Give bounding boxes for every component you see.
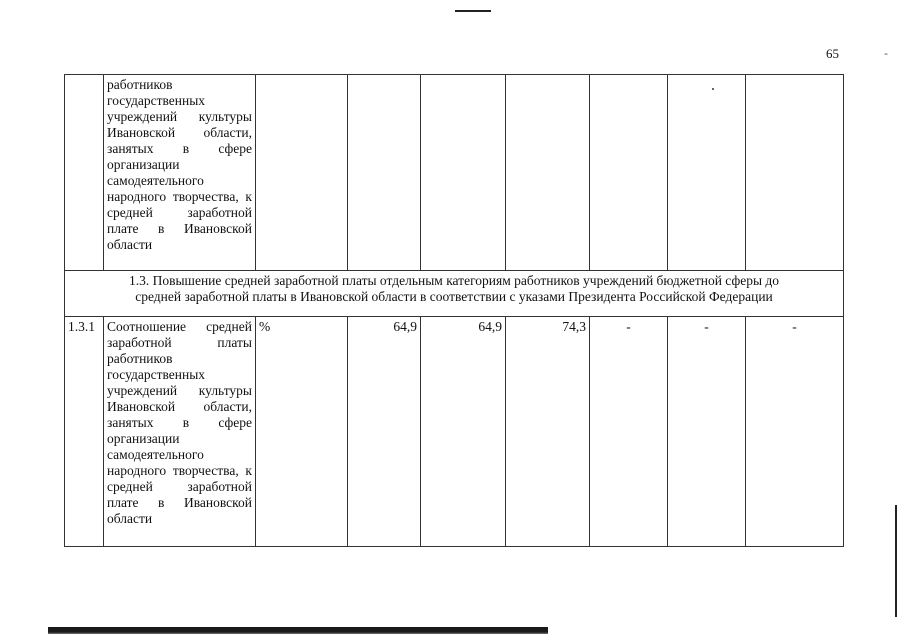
- section-heading-line-1: 1.3. Повышение средней заработной платы отдельным категориям работников учреждений бюджетной сферы до: [128, 273, 780, 288]
- cell-empty: [668, 75, 746, 271]
- cell-empty: [590, 75, 668, 271]
- cell-empty: [421, 75, 506, 271]
- cell-empty: [506, 75, 590, 271]
- cell-empty: [348, 75, 421, 271]
- cell-code-empty: [65, 75, 104, 271]
- scan-bottom-bar: [48, 627, 548, 634]
- page-number: 65: [826, 46, 839, 61]
- cell-unit: %: [256, 317, 348, 547]
- cell-code: 1.3.1: [65, 317, 104, 547]
- table-row-continued: [65, 75, 844, 271]
- table-row-section: [65, 271, 844, 317]
- edge-mark: -: [884, 46, 888, 60]
- cell-description: Соотношение средней заработной платы работников государственных учреждений культуры Ивановской области, занятых в сфере организации самодеятельного народного творчества, к средней заработной плате в Ивановской области: [104, 317, 256, 547]
- scan-edge-line: [895, 505, 897, 617]
- table-row: [65, 317, 844, 547]
- cell-value: -: [590, 317, 668, 547]
- section-heading-line-2: средней заработной платы в Ивановской области в соответствии с указами Президента Российской Федерации: [135, 289, 773, 304]
- cell-value: 64,9: [348, 317, 421, 547]
- cell-value: -: [668, 317, 746, 547]
- section-heading: [65, 271, 844, 317]
- cell-value: -: [746, 317, 844, 547]
- cell-empty: [256, 75, 348, 271]
- cell-empty: [746, 75, 844, 271]
- indicator-table: [64, 74, 844, 547]
- cell-value: 74,3: [506, 317, 590, 547]
- top-rule: [455, 10, 491, 12]
- cell-description: работников государственных учреждений культуры Ивановской области, занятых в сфере организации самодеятельного народного творчества, к средней заработной плате в Ивановской области: [104, 75, 256, 271]
- cell-value: 64,9: [421, 317, 506, 547]
